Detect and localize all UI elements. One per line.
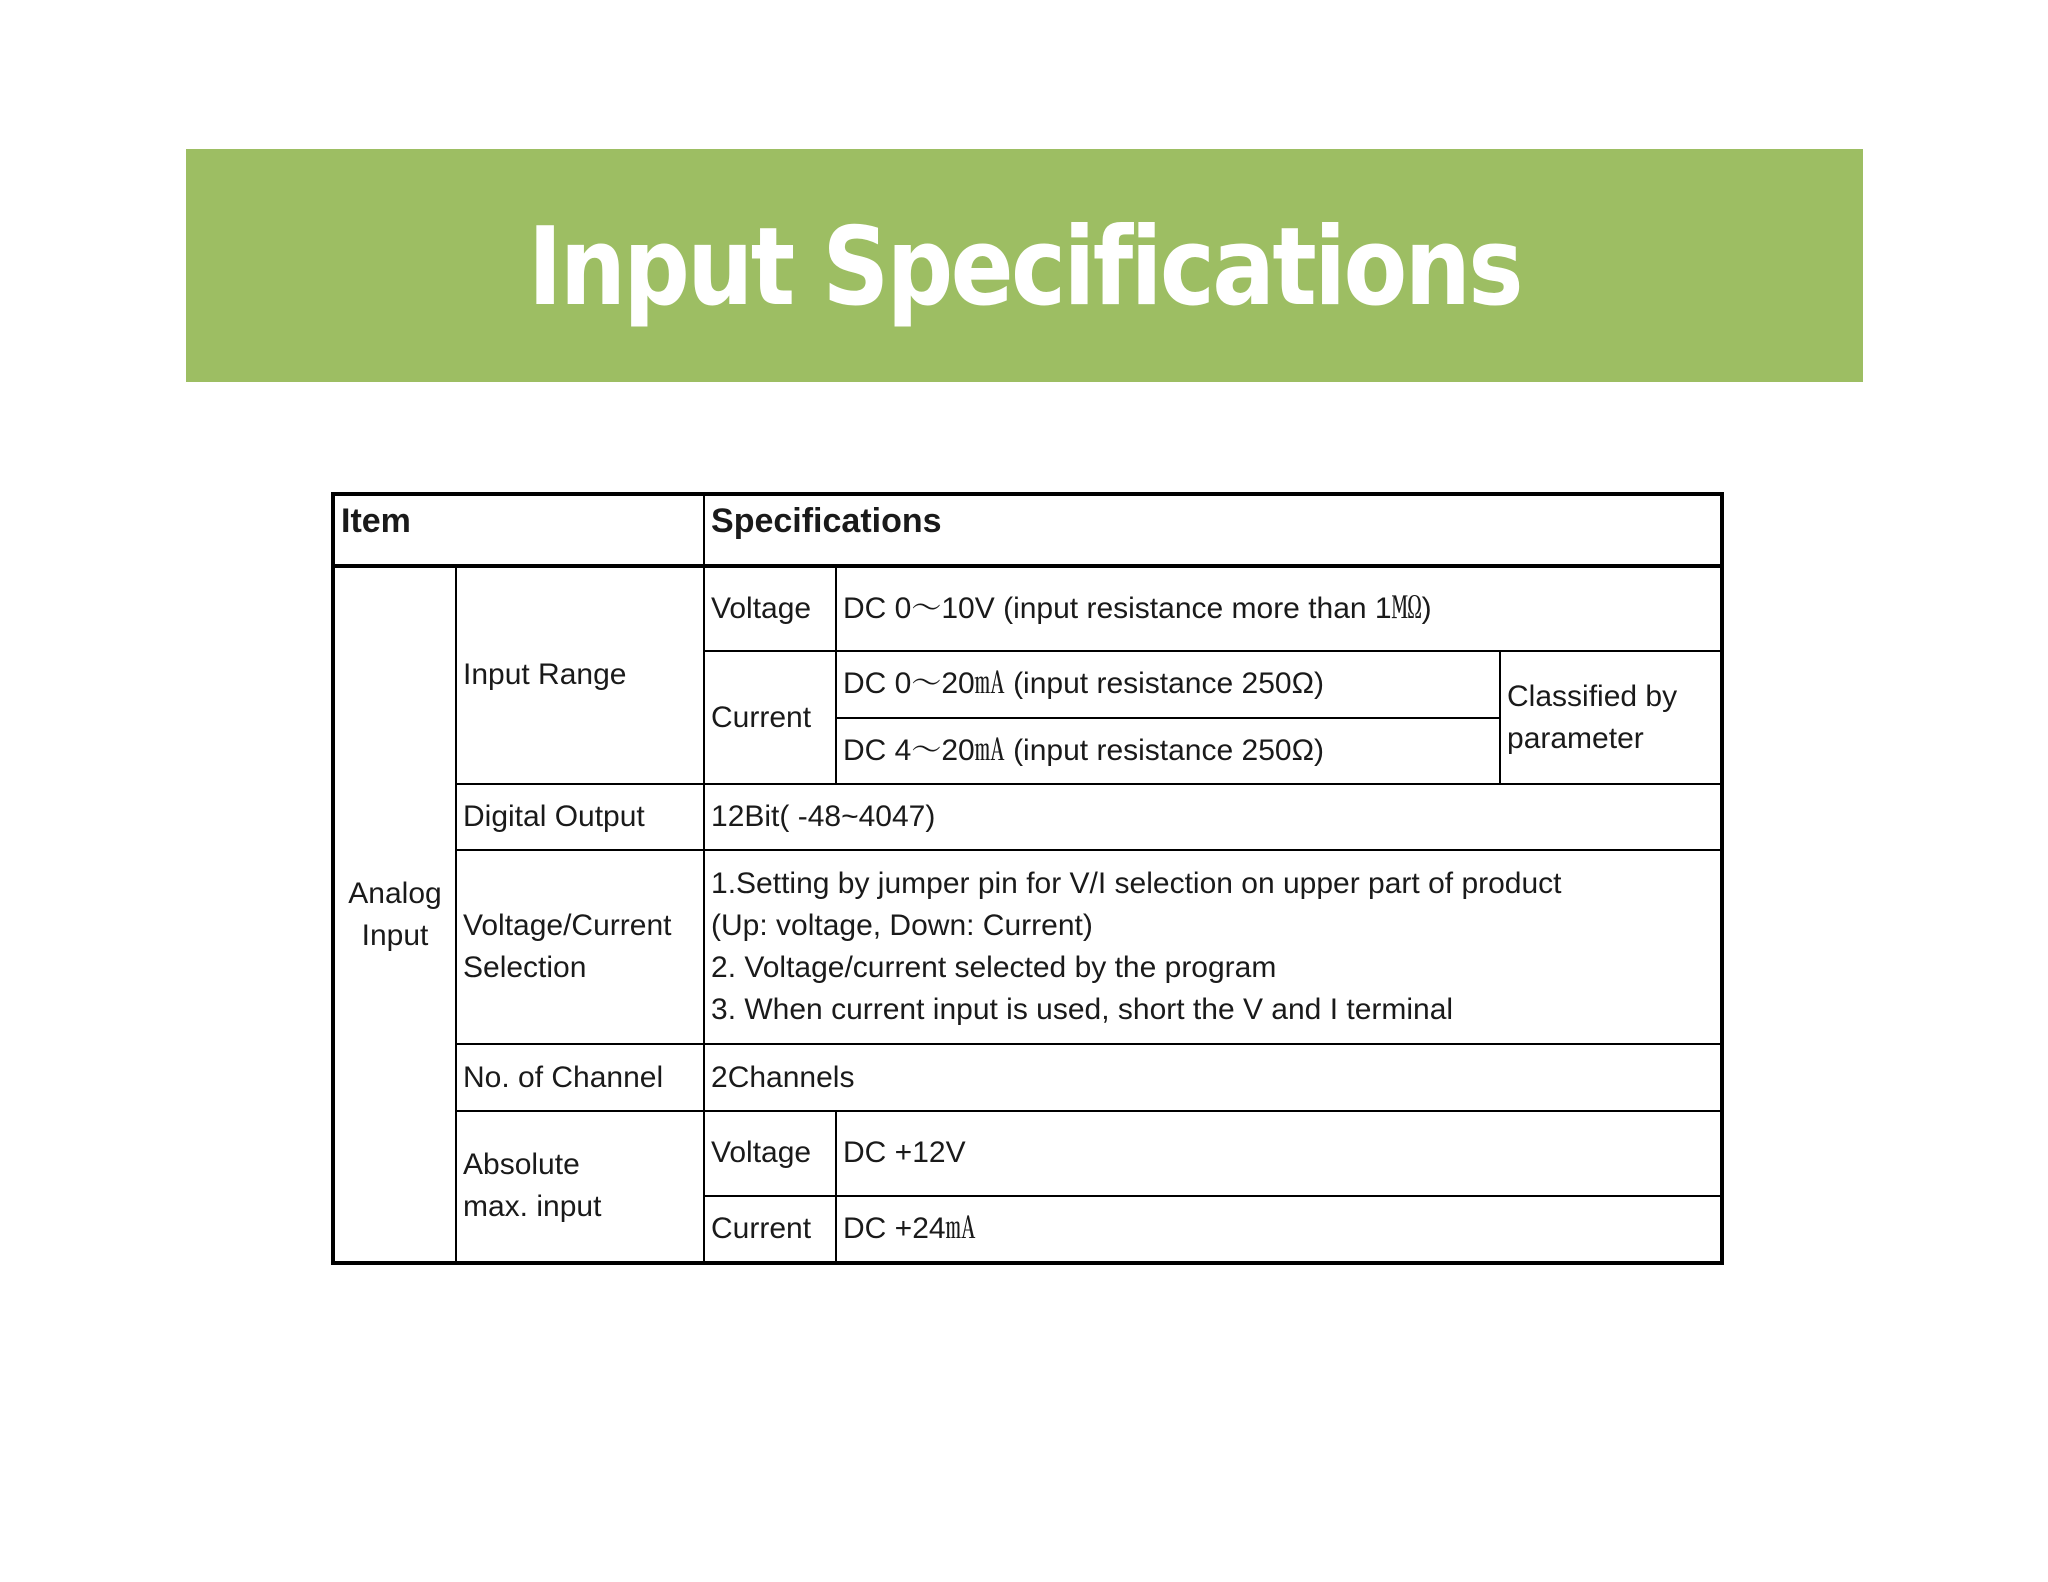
selection-label [456,850,704,1045]
table-row [333,784,1722,850]
table-row [333,566,1722,651]
group-line-1: Analog [348,876,442,910]
selection-label-line-1: Voltage/Current [463,909,672,943]
digital-output-value: 12Bit( -48~4047) [704,784,1722,850]
page-title: Input Specifications [527,205,1522,330]
absolute-max-label-line-2: max. input [463,1190,602,1224]
absolute-max-voltage-label: Voltage [704,1111,836,1196]
group-line-2: Input [361,918,429,952]
input-range-current-value-2: DC 4～20㎃ (input resistance 250Ω) [836,718,1500,784]
header-specifications: Specifications [704,494,1722,566]
title-banner [186,149,1863,382]
classified-note-line-1: Classified by [1507,679,1678,713]
channels-label: No. of Channel [456,1044,704,1110]
classified-note-line-2: parameter [1507,721,1644,755]
channels-value: 2Channels [704,1044,1722,1110]
input-range-current-label: Current [704,651,836,783]
input-range-label: Input Range [456,566,704,784]
digital-output-label: Digital Output [456,784,704,850]
header-item: Item [333,494,704,566]
table-row [333,1044,1722,1110]
header-row [333,494,1722,566]
selection-label-line-2: Selection [463,951,587,985]
classified-note [1500,651,1722,783]
absolute-max-current-value: DC +24㎃ [836,1196,1722,1263]
input-range-current-value-1: DC 0～20㎃ (input resistance 250Ω) [836,651,1500,717]
spec-table [331,492,1724,1265]
absolute-max-label [456,1111,704,1263]
table-row [333,850,1722,1045]
table-row [333,1111,1722,1196]
selection-line-4: 3. When current input is used, short the V and I terminal [711,993,1454,1027]
selection-line-3: 2. Voltage/current selected by the program [711,951,1277,985]
selection-value [704,850,1722,1045]
input-range-voltage-label: Voltage [704,566,836,651]
absolute-max-voltage-value: DC +12V [836,1111,1722,1196]
selection-line-1: 1.Setting by jumper pin for V/I selection on upper part of product [711,867,1562,901]
input-range-voltage-value: DC 0～10V (input resistance more than 1㏁) [836,566,1722,651]
absolute-max-label-line-1: Absolute [463,1148,580,1182]
group-analog-input [333,566,456,1263]
absolute-max-current-label: Current [704,1196,836,1263]
selection-line-2: (Up: voltage, Down: Current) [711,909,1093,943]
